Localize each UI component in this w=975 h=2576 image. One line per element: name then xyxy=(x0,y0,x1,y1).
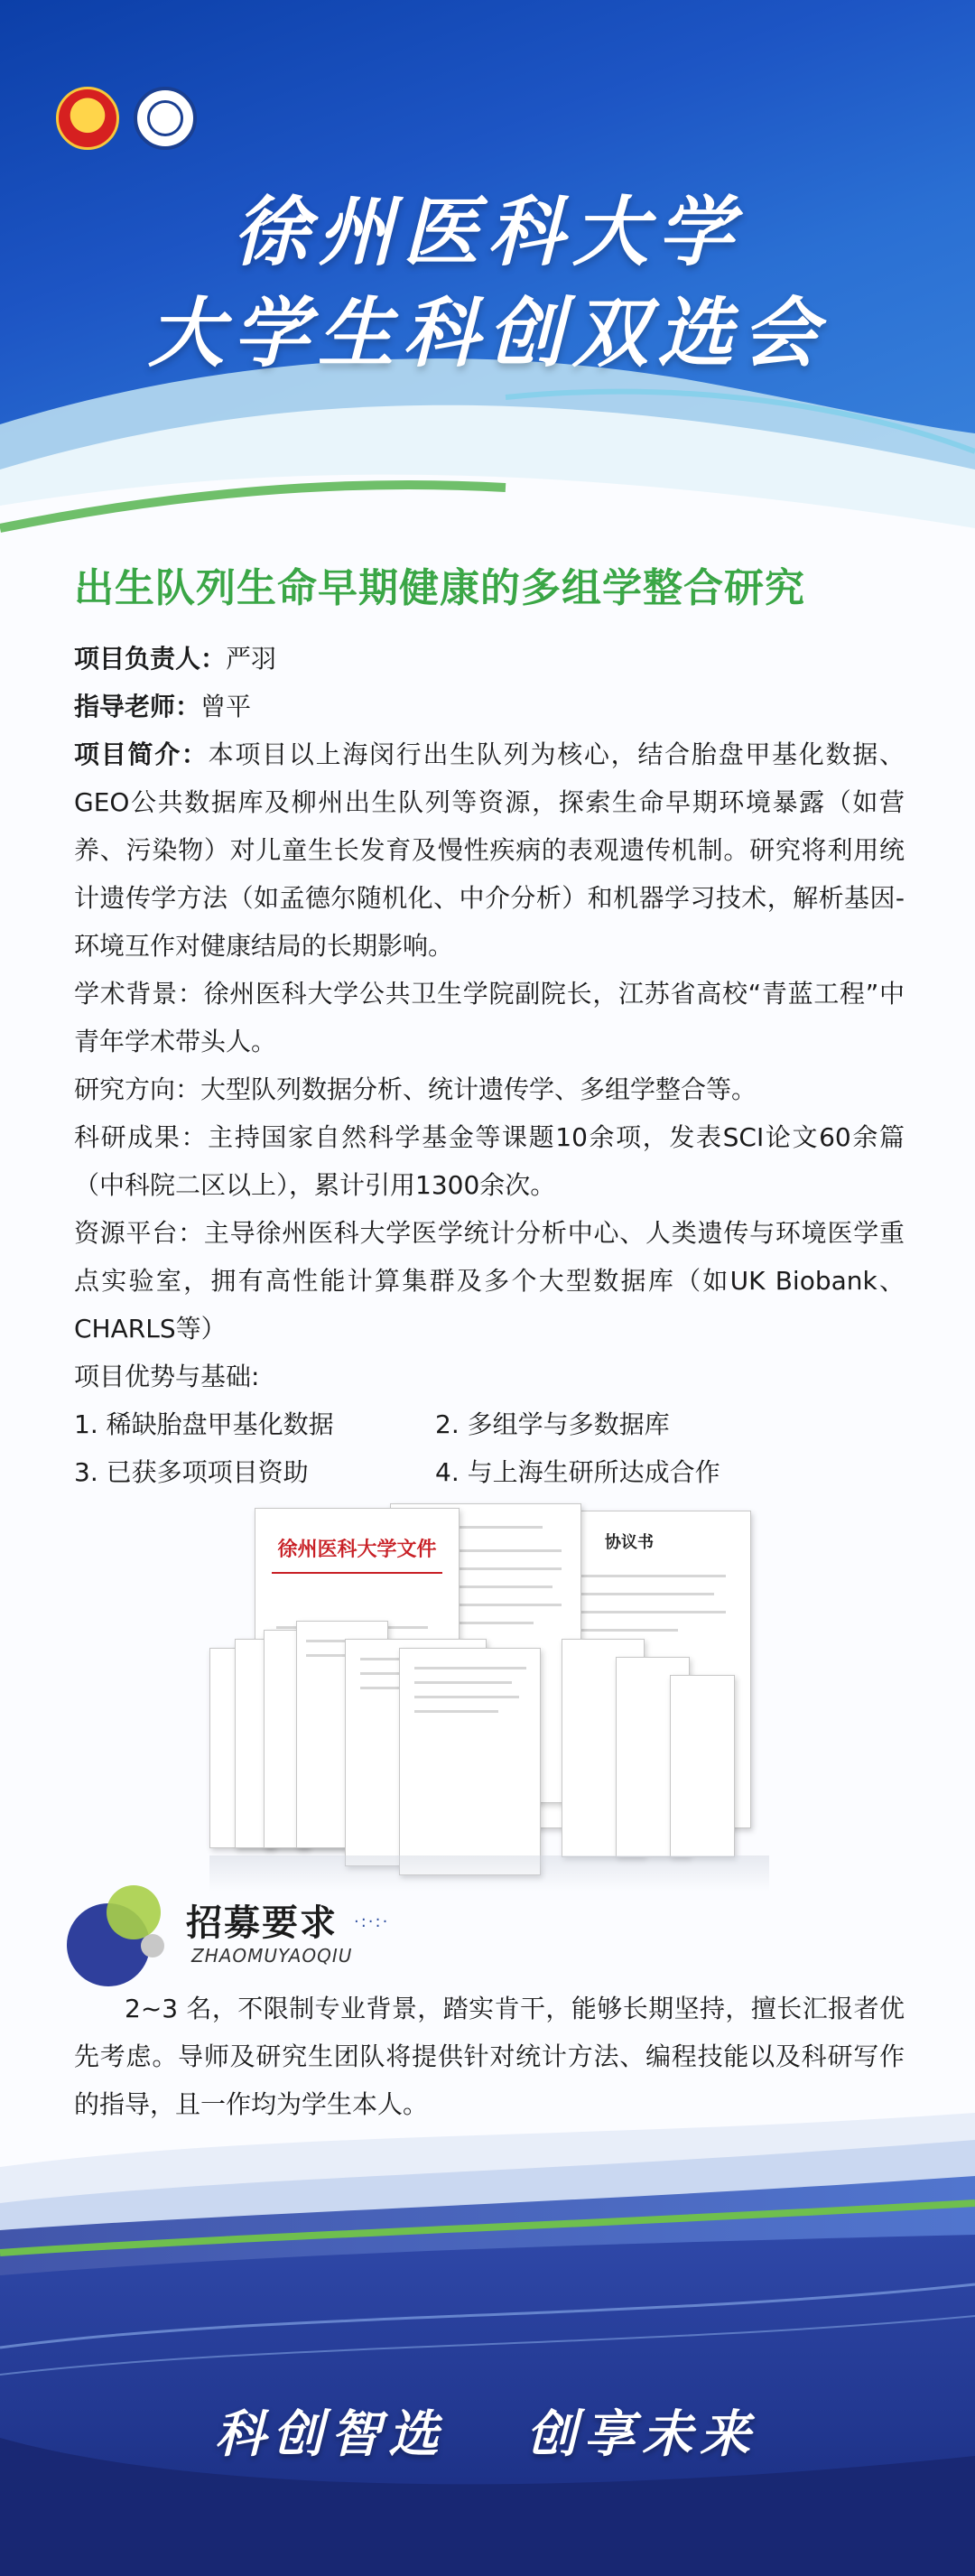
document-collage xyxy=(209,1503,769,1883)
leader-label: 项目负责人： xyxy=(74,644,227,674)
advantages-list xyxy=(74,1400,905,1496)
header-banner xyxy=(0,0,975,551)
achievements-paragraph: 科研成果：主持国家自然科学基金等课题10余项，发表SCI论文60余篇（中科院二区以上），累计引用1300余次。 xyxy=(74,1122,905,1200)
advantage-item: 1. 稀缺胎盘甲基化数据 xyxy=(74,1409,334,1439)
intro-label: 项目简介： xyxy=(74,739,209,769)
direction-paragraph: 研究方向：大型队列数据分析、统计遗传学、多组学整合等。 xyxy=(74,1074,757,1104)
paper-image xyxy=(399,1648,541,1875)
decor-circle-icon xyxy=(141,1934,164,1958)
agreement-title: 协议书 xyxy=(605,1533,654,1552)
intro-paragraph xyxy=(74,730,905,970)
main-title-line-1: 徐州医科大学 xyxy=(232,188,742,276)
dots-decoration-icon: ·:·:· xyxy=(354,1912,390,1931)
leader-line xyxy=(74,635,905,683)
advantage-item: 4. 与上海生研所达成合作 xyxy=(435,1457,720,1487)
recruit-header xyxy=(67,1885,518,1985)
project-section xyxy=(74,555,905,1496)
slogan-right: 创享未来 xyxy=(526,2405,757,2464)
slogan-left: 科创智选 xyxy=(215,2405,446,2464)
advantage-item: 3. 已获多项项目资助 xyxy=(74,1457,309,1487)
advisor-line xyxy=(74,683,905,730)
project-title: 出生队列生命早期健康的多组学整合研究 xyxy=(74,565,805,611)
advisor-name: 曾平 xyxy=(200,692,252,721)
advantages-label: 项目优势与基础: xyxy=(74,1362,260,1391)
leader-name: 严羽 xyxy=(226,644,277,674)
paper-stack-image xyxy=(670,1675,735,1857)
advisor-label: 指导老师： xyxy=(74,692,201,721)
logo-group xyxy=(56,87,197,150)
background-paragraph: 学术背景：徐州医科大学公共卫生学院副院长，江苏省高校“青蓝工程”中青年学术带头人。 xyxy=(74,979,905,1056)
university-seal-icon xyxy=(134,87,197,150)
advantage-item: 2. 多组学与多数据库 xyxy=(435,1409,670,1439)
recruit-subtitle: ZHAOMUYAOQIU xyxy=(191,1945,353,1967)
recruit-title: 招募要求 xyxy=(186,1902,338,1944)
document-red-title: 徐州医科大学文件 xyxy=(277,1538,437,1561)
platform-paragraph: 资源平台：主导徐州医科大学医学统计分析中心、人类遗传与环境医学重点实验室，拥有高性能计算集群及多个大型数据库（如UK Biobank、CHARLS等） xyxy=(74,1218,905,1344)
recruit-text: 2~3 名，不限制专业背景，踏实肯干，能够长期坚持，擅长汇报者优先考虑。导师及研究生团队将提供针对统计方法、编程技能以及科研写作的指导，且一作均为学生本人。 xyxy=(74,1994,905,2119)
decor-circle-icon xyxy=(107,1885,161,1939)
main-title-line-2: 大学生科创双选会 xyxy=(147,289,827,377)
footer-wave-banner xyxy=(0,2077,975,2576)
youth-league-logo-icon xyxy=(56,87,119,150)
intro-text: 本项目以上海闵行出生队列为核心，结合胎盘甲基化数据、GEO公共数据库及柳州出生队列等资源，探索生命早期环境暴露（如营养、污染物）对儿童生长发育及慢性疾病的表观遗传机制。研究将利用统计遗传学方法（如孟德尔随机化、中介分析）和机器学习技术，解析基因-环境互作对健康结局的长期影响。 xyxy=(74,739,905,961)
